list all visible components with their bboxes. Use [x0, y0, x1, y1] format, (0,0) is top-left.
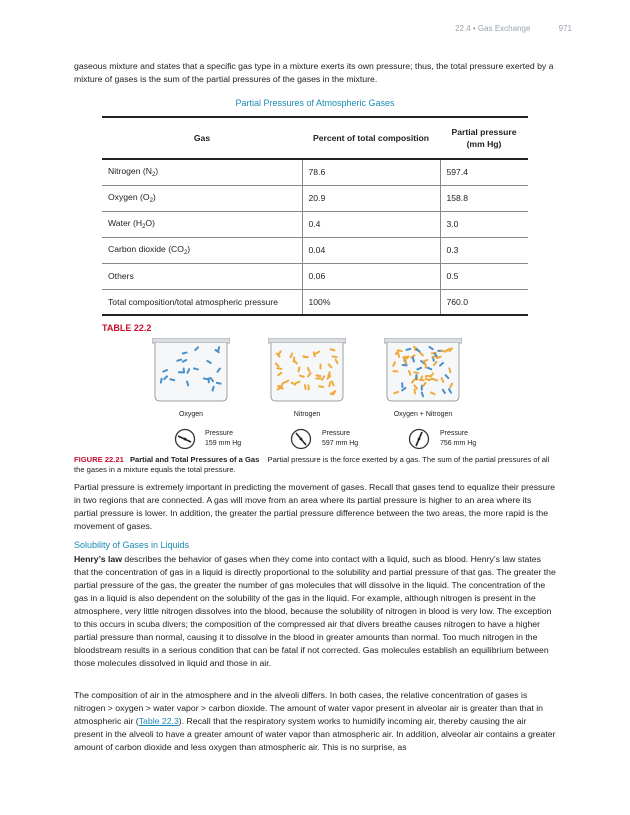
- table-row: [102, 185, 528, 211]
- gas-name-cell: [102, 289, 302, 315]
- mixed-gas-jar-icon: [384, 338, 462, 402]
- percent-cell: 0.04: [302, 237, 440, 263]
- gas-subscript: 2: [142, 224, 146, 230]
- gas-subscript: 2: [183, 250, 188, 256]
- table-reference-link[interactable]: Table 22.3: [138, 716, 179, 726]
- figure-caption-text: Partial pressure is the force exerted by a gas. The sum of the partial pressures of all the gases in a mixture equals the total pressure.: [74, 455, 550, 474]
- key-term: Henry’s law: [74, 554, 122, 564]
- gas-subscript: 2: [151, 172, 156, 179]
- paragraph-henrys-law: [74, 553, 556, 670]
- pressure-label: Pressure: [440, 430, 469, 437]
- percent-cell: 0.4: [302, 211, 440, 237]
- pressure-cell: 760.0: [440, 289, 528, 315]
- figure-title: Partial and Total Pressures of a Gas: [129, 455, 260, 464]
- gas-name-cell: [102, 159, 302, 185]
- percent-cell: 0.06: [302, 263, 440, 289]
- pressure-label: Pressure: [205, 430, 234, 437]
- gas-name: Total composition/total atmospheric pressure: [108, 296, 279, 307]
- pressure-gauge-icon: [174, 428, 196, 450]
- jar-label-nitrogen: Nitrogen: [293, 411, 321, 418]
- gas-name-close: ): [155, 166, 159, 177]
- paragraph-partial-pressure: Partial pressure is extremely important in predicting the movement of gases. Recall that gases tend to equalize their pressure in two regions that are connected. A gas will move from an area where its partial pressure is higher to an area where its partial pressure is lower. In addition, the greater the partial pressure difference between the two areas, the more rapid is the movement of gases.: [74, 482, 555, 531]
- header-partial-line1: Partial pressure: [451, 127, 517, 137]
- header-percent: Percent of total composition: [302, 117, 440, 159]
- header-partial-pressure: [440, 117, 528, 159]
- pressure-cell: 597.4: [440, 159, 528, 185]
- gas-name-cell: [102, 211, 302, 237]
- table-row: [102, 237, 528, 263]
- paragraph-text: describes the behavior of gases when they come into contact with a liquid, such as blood. Henry’s law states that the concentration of gas in a liquid is directly proportional to the solubility and partial pressure of that gas. The greater the partial pressure of the gas, the greater the number of gas molecules that will dissolve in the liquid. The concentration of the gas in a liquid is also dependent on the solubility of the gas in the liquid. For example, although nitrogen is present in the atmosphere, very little nitrogen dissolves into the blood, because the solubility of nitrogen in blood is very low. The exception to this occurs in scuba divers; the composition of the compressed air that divers breathe causes nitrogen to have a higher partial pressure than normal, causing it to dissolve in the blood in greater amounts than normal. Too much nitrogen in the bloodstream results in a serious condition that can be fatal if not corrected. Gas molecules establish an equilibrium between those molecules dissolved in liquid and those in air.: [74, 554, 556, 668]
- table-row: [102, 211, 528, 237]
- gas-table: [102, 116, 528, 316]
- pressure-readout-oxygen: [205, 429, 241, 449]
- table-title: Partial Pressures of Atmospheric Gases: [235, 98, 395, 108]
- gas-molecule: [392, 370, 398, 372]
- paragraph-alveolar-air: [74, 689, 556, 754]
- gas-molecule: [307, 384, 309, 390]
- gas-name-close: ): [152, 192, 156, 202]
- gas-name: Nitrogen (N: [108, 166, 152, 177]
- paragraph-text: The composition of air in the atmosphere and in the alveoli differs. In both cases, the relative concentration of gases is nitrogen > oxygen > water vapor > carbon dioxide. The amount of water vapor present in alveolar air is greater than that in atmospheric air (: [74, 690, 543, 726]
- gas-molecule: [208, 377, 210, 383]
- jar-label-mixed: Oxygen + Nitrogen: [393, 411, 453, 418]
- table-row: [102, 263, 528, 289]
- pressure-cell: 158.8: [440, 185, 528, 211]
- header-partial-line2: (mm Hg): [466, 139, 502, 149]
- page-number: 971: [558, 24, 572, 33]
- gas-name: Others: [108, 271, 134, 281]
- gas-name-cell: [102, 237, 302, 263]
- gas-name-close: ): [187, 244, 191, 254]
- percent-cell: 78.6: [302, 159, 440, 185]
- pressure-value: 159 mm Hg: [205, 440, 242, 447]
- pressure-value: 756 mm Hg: [440, 440, 477, 447]
- running-head: [455, 24, 572, 33]
- table-label: TABLE 22.2: [102, 323, 152, 333]
- gas-name: Oxygen (O: [108, 192, 150, 202]
- table-row: [102, 159, 528, 185]
- pressure-cell: 0.5: [440, 263, 528, 289]
- gas-molecule: [315, 377, 321, 379]
- partial-pressure-figure: [150, 338, 490, 453]
- gas-name-close: O): [145, 218, 155, 228]
- paragraph-text: ). Recall that the respiratory system works to humidify incoming air, thereby causing the air present in the alveoli to have a greater amount of water vapor than atmospheric air. In addition, alveolar air contains a greater amount of carbon dioxide and less oxygen than atmospheric air. This is no surprise, as: [74, 716, 556, 752]
- pressure-cell: 0.3: [440, 237, 528, 263]
- gas-subscript: 2: [149, 198, 153, 204]
- pressure-readout-mixed: [440, 429, 476, 449]
- oxygen-jar-icon: [152, 338, 230, 402]
- section-heading: Solubility of Gases in Liquids: [74, 540, 190, 550]
- header-gas: Gas: [102, 117, 302, 159]
- pressure-gauge-icon: [290, 428, 312, 450]
- pressure-gauge-icon: [408, 428, 430, 450]
- table-header-row: [102, 117, 528, 159]
- percent-cell: 100%: [302, 289, 440, 315]
- jar-label-oxygen: Oxygen: [178, 411, 204, 418]
- figure-caption: [74, 455, 556, 475]
- percent-cell: 20.9: [302, 185, 440, 211]
- section-title-header: 22.4 • Gas Exchange: [455, 24, 531, 33]
- pressure-label: Pressure: [322, 430, 351, 437]
- pressure-value: 597 mm Hg: [322, 440, 359, 447]
- gas-name-cell: [102, 263, 302, 289]
- pressure-cell: 3.0: [440, 211, 528, 237]
- gas-name-cell: [102, 185, 302, 211]
- intro-paragraph: gaseous mixture and states that a specific gas type in a mixture exerts its own pressure; thus, the total pressure exerted by a mixture of gases is the sum of the partial pressures of the gases in the mixture.: [74, 61, 554, 84]
- gas-name: Carbon dioxide (CO: [108, 244, 184, 254]
- nitrogen-jar-icon: [268, 338, 346, 402]
- table-row-total: [102, 289, 528, 315]
- gas-molecule: [178, 371, 184, 373]
- gas-molecule: [319, 363, 321, 369]
- gas-name: Water (H: [108, 218, 143, 228]
- figure-number: FIGURE 22.21: [74, 455, 124, 464]
- pressure-readout-nitrogen: [322, 429, 358, 449]
